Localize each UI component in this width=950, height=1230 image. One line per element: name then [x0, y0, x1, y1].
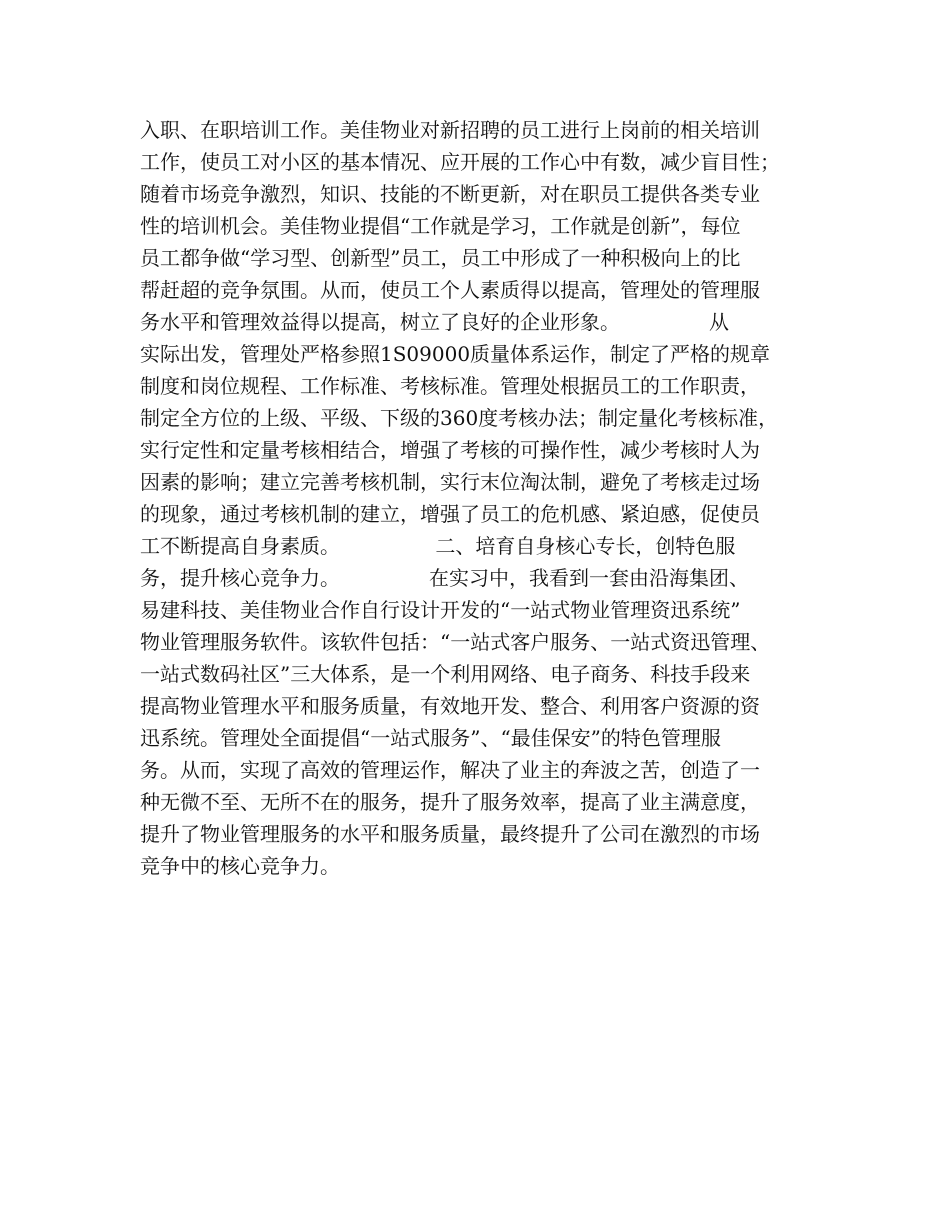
text-line: 随着市场竞争激烈，知识、技能的不断更新，对在职员工提供各类专业: [140, 182, 760, 206]
text-line: 工不断提高自身素质。 二、培育自身核心专长，创特色服: [140, 534, 736, 558]
text-line: 性的培训机会。美佳物业提倡“工作就是学习，工作就是创新”，每位: [140, 214, 741, 238]
text-line: 制度和岗位规程、工作标准、考核标准。管理处根据员工的工作职责，: [140, 374, 760, 398]
text-line: 员工都争做“学习型、创新型”员工，员工中形成了一种积极向上的比: [140, 246, 741, 270]
text-line: 迅系统。管理处全面提倡“一站式服务”、“最佳保安”的特色管理服: [140, 726, 721, 750]
text-line: 务，提升核心竞争力。 在实习中，我看到一套由沿海集团、: [140, 566, 750, 590]
text-line: 的现象，通过考核机制的建立，增强了员工的危机感、紧迫感，促使员: [140, 502, 760, 526]
text-line: 物业管理服务软件。该软件包括：“一站式客户服务、一站式资迅管理、: [140, 630, 771, 654]
text-line: 竞争中的核心竞争力。: [140, 854, 340, 878]
text-line: 务水平和管理效益得以提高，树立了良好的企业形象。 从: [140, 310, 730, 334]
text-line: 种无微不至、无所不在的服务，提升了服务效率，提高了业主满意度，: [140, 790, 760, 814]
text-line: 实际出发，管理处严格参照1S09000质量体系运作，制定了严格的规章: [140, 342, 771, 366]
text-line: 因素的影响；建立完善考核机制，实行末位淘汰制，避免了考核走过场: [140, 470, 760, 494]
text-line: 帮赶超的竞争氛围。从而，使员工个人素质得以提高，管理处的管理服: [140, 278, 760, 302]
text-line: 实行定性和定量考核相结合，增强了考核的可操作性，减少考核时人为: [140, 438, 760, 462]
text-line: 一站式数码社区”三大体系，是一个利用网络、电子商务、科技手段来: [140, 662, 751, 686]
text-line: 务。从而，实现了高效的管理运作，解决了业主的奔波之苦，创造了一: [140, 758, 760, 782]
text-line: 入职、在职培训工作。美佳物业对新招聘的员工进行上岗前的相关培训: [140, 118, 760, 142]
text-line: 制定全方位的上级、平级、下级的360度考核办法；制定量化考核标准，: [140, 406, 779, 430]
text-line: 工作，使员工对小区的基本情况、应开展的工作心中有数，减少盲目性；: [140, 150, 780, 174]
text-line: 提升了物业管理服务的水平和服务质量，最终提升了公司在激烈的市场: [140, 822, 760, 846]
text-line: 易建科技、美佳物业合作自行设计开发的“一站式物业管理资迅系统”: [140, 598, 741, 622]
text-line: 提高物业管理水平和服务质量，有效地开发、整合、利用客户资源的资: [140, 694, 760, 718]
body-text: [140, 114, 830, 882]
